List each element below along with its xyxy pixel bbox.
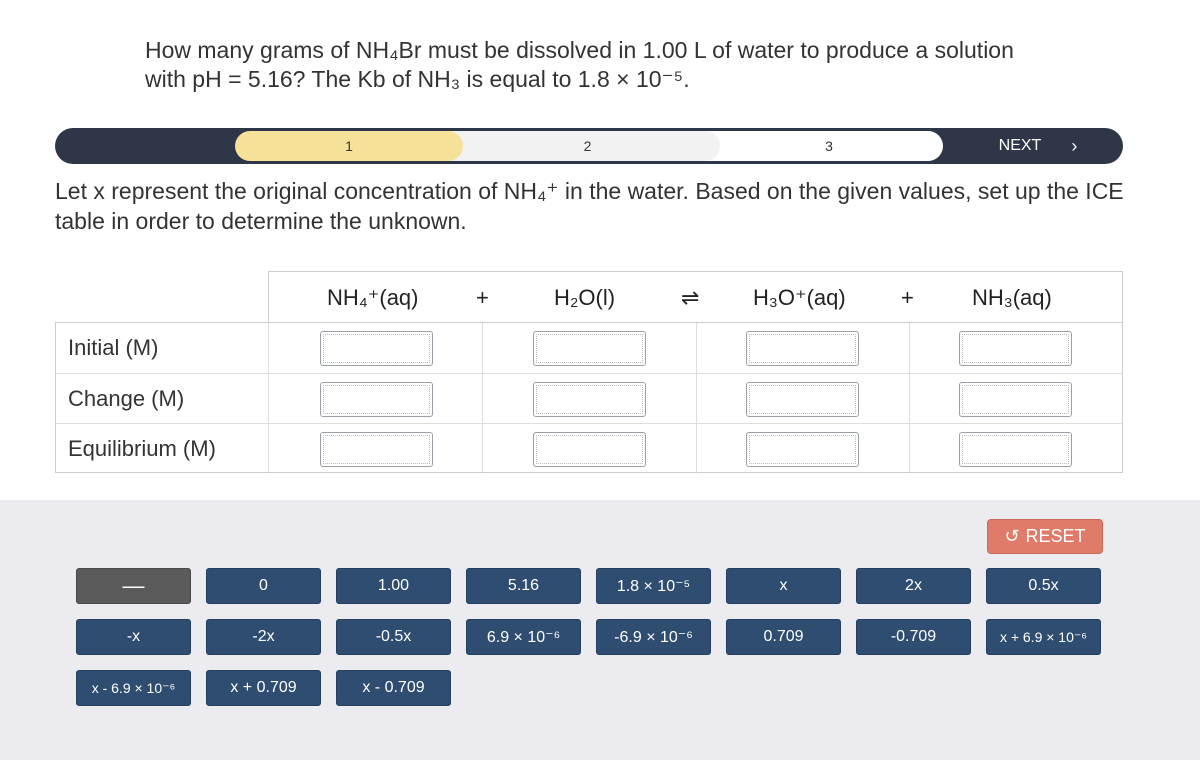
ice-row-equilibrium [56, 423, 1122, 473]
tile-1-00[interactable]: 1.00 [336, 568, 451, 604]
tile-0-5x[interactable]: 0.5x [986, 568, 1101, 604]
ice-header-row [268, 271, 1123, 322]
step-2-label: 2 [583, 138, 592, 154]
tile-kb[interactable]: 1.8 × 10⁻⁵ [596, 568, 711, 604]
tile-neg-2x[interactable]: -2x [206, 619, 321, 655]
instruction-text: Let x represent the original concentration of NH₄⁺ in the water. Based on the given values, set up the ICE table in order to determine the unknown. [55, 178, 1124, 234]
drop-box-initial-h2o[interactable] [533, 331, 646, 366]
step-progress-bar [55, 128, 1123, 164]
tile-6-9e-6[interactable]: 6.9 × 10⁻⁶ [466, 619, 581, 655]
tile-neg-6-9e-6[interactable]: -6.9 × 10⁻⁶ [596, 619, 711, 655]
tile-neg-0-5x[interactable]: -0.5x [336, 619, 451, 655]
drop-box-change-nh4[interactable] [320, 382, 433, 417]
drop-box-equilibrium-h2o[interactable] [533, 432, 646, 467]
tile-0-709[interactable]: 0.709 [726, 619, 841, 655]
ice-row-change [56, 373, 1122, 423]
step-1-label: 1 [345, 138, 353, 154]
step-3-label: 3 [825, 138, 833, 154]
reset-icon: ↺ [1004, 526, 1020, 546]
drop-box-initial-nh3[interactable] [959, 331, 1072, 366]
chevron-right-icon: › [1071, 135, 1078, 156]
tile-x-minus-0-709[interactable]: x - 0.709 [336, 670, 451, 706]
tile-neg-0-709[interactable]: -0.709 [856, 619, 971, 655]
tile-x-plus-0-709[interactable]: x + 0.709 [206, 670, 321, 706]
next-label: NEXT [998, 137, 1042, 154]
tile-x-plus-6-9e-6[interactable]: x + 6.9 × 10⁻⁶ [986, 619, 1101, 655]
row-label-change: Change (M) [68, 386, 185, 411]
drop-box-equilibrium-nh4[interactable] [320, 432, 433, 467]
header-h2o: H₂O(l) [554, 285, 616, 310]
tile-0[interactable]: 0 [206, 568, 321, 604]
drop-box-equilibrium-h3o[interactable] [746, 432, 859, 467]
tile-5-16[interactable]: 5.16 [466, 568, 581, 604]
tile-2x[interactable]: 2x [856, 568, 971, 604]
header-plus: + [901, 285, 914, 310]
tile-neg-x[interactable]: -x [76, 619, 191, 655]
header-h3o: H₃O⁺(aq) [753, 285, 846, 310]
drop-box-initial-nh4[interactable] [320, 331, 433, 366]
ice-row-initial [56, 323, 1122, 373]
drop-box-change-h2o[interactable] [533, 382, 646, 417]
question-text: How many grams of NH₄Br must be dissolved in 1.00 L of water to produce a solution with pH = 5.16? The Kb of NH₃ is equal to 1.8 × 10⁻⁵. [145, 37, 1014, 92]
drop-box-initial-h3o[interactable] [746, 331, 859, 366]
reset-label: RESET [1025, 526, 1086, 546]
row-label-initial: Initial (M) [68, 335, 159, 360]
next-button[interactable] [953, 128, 1123, 164]
header-nh3: NH₃(aq) [972, 285, 1052, 310]
drop-box-equilibrium-nh3[interactable] [959, 432, 1072, 467]
answer-tile-tray [0, 500, 1200, 760]
equilibrium-arrow-icon: ⇌ [681, 285, 700, 310]
drop-box-change-h3o[interactable] [746, 382, 859, 417]
reset-button[interactable] [987, 519, 1103, 554]
tile-x-minus-6-9e-6[interactable]: x - 6.9 × 10⁻⁶ [76, 670, 191, 706]
drop-box-change-nh3[interactable] [959, 382, 1072, 417]
ice-body [55, 322, 1123, 473]
tile-blank[interactable]: — [76, 568, 191, 604]
header-nh4: NH₄⁺(aq) [327, 285, 419, 310]
tile-x[interactable]: x [726, 568, 841, 604]
step-1-active[interactable] [235, 131, 463, 161]
header-plus: + [476, 285, 489, 310]
row-label-equilibrium: Equilibrium (M) [68, 436, 216, 461]
